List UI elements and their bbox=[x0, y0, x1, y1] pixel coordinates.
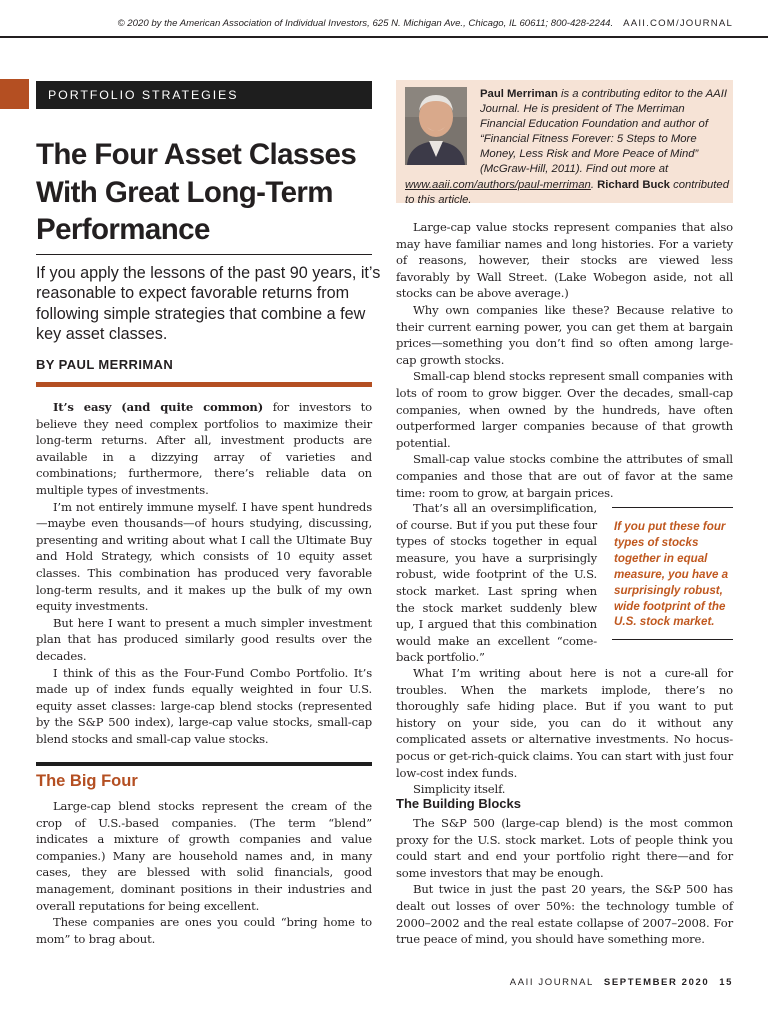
article-title bbox=[36, 136, 381, 249]
right-column-middle bbox=[396, 665, 733, 798]
paragraph: I think of this as the Four-Fund Combo Portfolio. It’s made up of index funds equally weighted in four U.S. equity asset classes: large-cap blend stocks (represented by the S&P 500 index), large-cap value stocks, small-cap blend stocks and small-cap value stocks. bbox=[36, 665, 372, 746]
paragraph: These companies are ones you could “bring home to mom” to brag about. bbox=[36, 915, 372, 946]
title-line-2: With Great Long-Term bbox=[36, 175, 333, 209]
title-line-3: Performance bbox=[36, 213, 210, 246]
right-column-wrap bbox=[396, 500, 597, 666]
paragraph: Small-cap blend stocks represent small companies with lots of room to grow bigger. Over the decades, small-cap companies, when owned by the hundreds, have often outperformed larger companies because of that growth potential. bbox=[396, 369, 733, 450]
footer-journal: AAII JOURNAL bbox=[509, 977, 594, 988]
section-accent-block bbox=[0, 79, 29, 109]
page-header bbox=[0, 18, 733, 29]
left-column-intro bbox=[36, 399, 372, 747]
paragraph: Simplicity itself. bbox=[413, 782, 506, 797]
section-label: PORTFOLIO STRATEGIES bbox=[36, 81, 372, 109]
paragraph: The S&P 500 (large-cap blend) is the most common proxy for the U.S. stock market. Lots of people think you could start and end your portfolio right there—and for some investors that may be enough. bbox=[396, 816, 733, 880]
pull-quote-bottom-rule bbox=[612, 639, 733, 640]
right-column-top bbox=[396, 219, 733, 501]
copyright-notice: © 2020 by the American Association of Individual Investors, 625 N. Michigan Ave., Chicago, IL 60611; 800-428-2244. bbox=[117, 18, 614, 29]
paragraph: Small-cap value stocks combine the attributes of small companies and those that are out of favor at the same time: room to grow, at bargain prices. bbox=[396, 452, 733, 500]
paragraph: Why own companies like these? Because relative to their current earning power, you can get them at bargain prices—something you don’t find so often among large-cap growth stocks. bbox=[396, 302, 733, 367]
pull-quote-top-rule bbox=[612, 507, 733, 508]
bio-text: contributed to this article. bbox=[405, 178, 729, 206]
byline: BY PAUL MERRIMAN bbox=[36, 357, 174, 372]
journal-url[interactable]: AAII.COM/JOURNAL bbox=[623, 18, 733, 29]
paragraph: Large-cap blend stocks represent the cream of the crop of U.S.-based companies. (The term “blend” indicates a mixture of growth companies and value companies.) Many are household names and, in many cases, they are blessed with solid financials, good management, dominant positions in their industries and overall reputations for being excellent. bbox=[36, 799, 372, 913]
header-rule bbox=[0, 36, 768, 38]
intro-lead-in: It’s easy (and quite common) bbox=[53, 400, 264, 414]
paragraph: Large-cap value stocks represent companies that also may have familiar names and long histories. For a variety of reasons, however, their stocks are viewed less favorably by Wall Street. (Lake Wobegon aside, not all stocks can be above average.) bbox=[396, 220, 733, 301]
footer-issue: SEPTEMBER 2020 bbox=[603, 977, 710, 988]
bio-text: . bbox=[590, 178, 598, 191]
author-name: Paul Merriman bbox=[480, 88, 558, 100]
bio-text: is a contributing editor to the AAII Journal. He is president of The Merriman Financial Education Foundation and author of “Financial Fitness Forever: 5 Steps to More Money, Less Risk and More Peace of Mind” (McGraw-Hill, 2011). Find out more at bbox=[480, 88, 727, 176]
right-column-bottom bbox=[396, 815, 733, 948]
byline-rule bbox=[36, 382, 372, 387]
section-rule bbox=[36, 762, 372, 766]
page-number: 15 bbox=[719, 977, 733, 988]
photo-spacer bbox=[405, 87, 480, 165]
page-footer bbox=[0, 977, 733, 988]
coauthor-name: Richard Buck bbox=[597, 178, 670, 191]
paragraph: It’s easy (and quite common) for investors to believe they need complex portfolios to maximize their long-term returns. After all, investment products are available in a dizzying array of varieties and combinations; furthermore, there’s reliable data on multiple types of investments. bbox=[36, 400, 373, 497]
section-heading-building-blocks: The Building Blocks bbox=[396, 796, 521, 811]
paragraph: But here I want to present a much simpler investment plan that has produced similarly good results over the decades. bbox=[36, 615, 372, 663]
author-profile-link[interactable]: www.aaii.com/authors/paul-merriman bbox=[405, 178, 591, 191]
article-deck: If you apply the lessons of the past 90 years, it’s reasonable to expect favorable returns from following simple strategies that combine a few key asset classes. bbox=[36, 264, 381, 344]
title-line-1: The Four Asset Classes bbox=[36, 138, 357, 171]
author-bio-text bbox=[405, 87, 732, 208]
title-rule bbox=[36, 254, 372, 255]
left-column-big-four bbox=[36, 798, 372, 947]
pull-quote: If you put these four types of stocks together in equal measure, you have a surprisingly robust, wide footprint of the U.S. stock market. bbox=[614, 520, 729, 629]
paragraph: I’m not entirely immune myself. I have spent hundreds—maybe even thousands—of hours studying, discussing, presenting and writing about what I call the Ultimate Buy and Hold Strategy, which consists of 10 equity asset classes. This combination has produced very favorable long-term results, and it makes up the bulk of my own equity investments. bbox=[36, 499, 372, 614]
paragraph: But twice in just the past 20 years, the S&P 500 has dealt out losses of over 50%: the technology tumble of 2000–2002 and the real estate collapse of 2007–2008. For true peace of mind, you should have something more. bbox=[396, 882, 733, 947]
paragraph: That’s all an oversimplification, of course. But if you put these four types of stocks together in equal measure, you have a surprisingly robust, wide footprint of the U.S. stock market. Last spring when the stock market suddenly blew up, I argued that this combination would make an excellent “come-back portfolio.” bbox=[396, 501, 597, 665]
paragraph: What I’m writing about here is not a cure-all for troubles. When the markets implode, there’s no thoroughly safe hiding place. But if you want to put history on your side, you can do it without any complicated assets or alternative investments. No hocus-pocus or get-rich-quick claims. You can start with just four low-cost index funds. bbox=[396, 666, 733, 780]
section-heading-big-four: The Big Four bbox=[36, 772, 138, 790]
